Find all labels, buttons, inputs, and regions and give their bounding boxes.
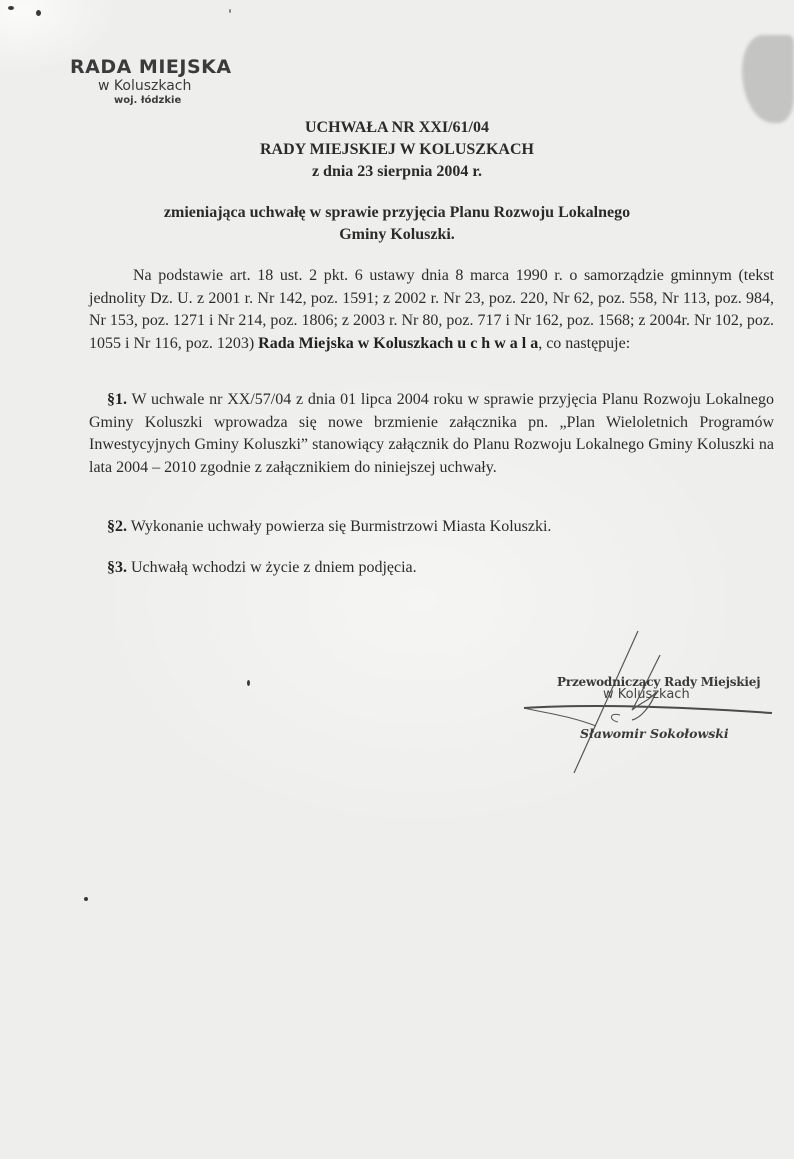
section-1: [89, 389, 774, 479]
section-mark: §3.: [107, 559, 127, 576]
enacting-tail: , co następuje:: [538, 334, 631, 352]
section-text: Uchwałą wchodzi w życie z dniem podjęcia.: [127, 559, 417, 576]
section-mark: §1.: [107, 391, 127, 408]
section-text: W uchwale nr XX/57/04 z dnia 01 lipca 2004 roku w sprawie przyjęcia Planu Rozwoju Lokalnego Gminy Koluszki wprowadza się nowe brzmienie załącznika pn. „Plan Wieloletnich Programów Inwestycyjnych Gminy Koluszki” stanowiący załącznik do Planu Rozwoju Lokalnego Gminy Koluszki na lata 2004 – 2010 zgodnie z załącznikiem do niniejszej uchwały.: [89, 391, 774, 476]
subject-line-2: Gminy Koluszki.: [339, 226, 455, 243]
scan-speck: [8, 6, 14, 10]
scan-speck: [36, 10, 41, 16]
legal-basis-text: Na podstawie art. 18 ust. 2 pkt. 6 ustawy dnia 8 marca 1990 r. o samorządzie gminnym (tekst jednolity Dz. U. z 2001 r. Nr 142, poz. 1591; z 2002 r. Nr 23, poz. 220, Nr 62, poz. 558, Nr 113, poz. 984, Nr 153, poz. 1271 i Nr 214, poz. 1806; z 2003 r. Nr 80, poz. 717 i Nr 162, poz. 1568; z 2004r. Nr 102, poz. 1055 i Nr 116, poz. 1203): [89, 267, 774, 352]
scan-stain: [742, 35, 794, 123]
scan-speck: [247, 680, 250, 686]
section-mark: §2.: [107, 518, 127, 535]
scan-speck: [84, 897, 88, 901]
section-text: Wykonanie uchwały powierza się Burmistrzowi Miasta Koluszki.: [127, 518, 552, 535]
council-stamp: [70, 56, 260, 107]
section-3: [107, 557, 792, 580]
resolution-date: z dnia 23 sierpnia 2004 r.: [311, 163, 483, 180]
signatory-name: Sławomir Sokołowski: [580, 726, 729, 741]
subject-line-1: zmieniająca uchwałę w sprawie przyjęcia Planu Rozwoju Lokalnego: [163, 204, 631, 221]
resolution-header: [0, 117, 794, 183]
signatory-place: w Koluszkach: [603, 687, 690, 702]
legal-basis-paragraph: [89, 265, 774, 355]
stamp-line-council: RADA MIEJSKA: [70, 56, 232, 78]
enacting-clause: Rada Miejska w Koluszkach u c h w a l a: [258, 334, 539, 352]
resolution-title: UCHWAŁA NR XXI/61/04: [304, 119, 489, 136]
stamp-line-town: w Koluszkach: [98, 78, 192, 94]
scan-speck: [229, 9, 231, 13]
signatory-title: Przewodniczący Rady Miejskiej: [557, 675, 761, 689]
resolution-subject: [0, 202, 794, 246]
handwritten-signature-icon: [510, 630, 790, 780]
resolution-issuer: RADY MIEJSKIEJ W KOLUSZKACH: [260, 141, 534, 158]
stamp-line-province: woj. łódzkie: [114, 95, 182, 106]
section-2: [107, 516, 792, 539]
